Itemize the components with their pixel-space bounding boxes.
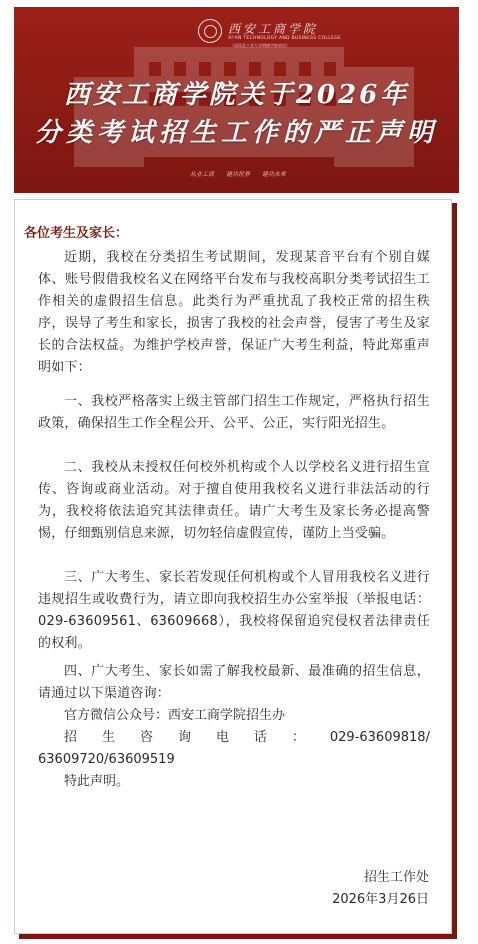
school-name-sub: （原西北工业大学明德学院转设） — [230, 43, 290, 48]
school-name-en: XI'AN TECHNOLOGY AND BUSINESS COLLEGE — [228, 36, 342, 41]
header-banner — [14, 7, 459, 193]
paragraph-item-2: 二、我校从未授权任何校外机构或个人以学校名义进行招生宣传、咨询或商业活动。对于擅自使用我校名义进行非法活动的行为，我校将依法追究其法律责任。请广大考生及家长务必提高警惕，仔细甄别信息来源，切勿轻信虚假宣传，谨防上当受骗。 — [38, 460, 430, 541]
paragraph-item-3: 三、广大考生、家长若发现任何机构或个人冒用我校名义进行违规招生或收费行为，请立即向我校招生办公室举报（举报电话：029-63609561、63609668），我校将保留追究侵权者法律责任的权利。 — [38, 570, 430, 651]
phone-label-char-6: 话 — [253, 730, 267, 745]
closing-statement: 特此声明。 — [64, 774, 130, 789]
paragraph-intro: 近期，我校在分类招生考试期间，发现某音平台有个别自媒体、账号假借我校名义在网络平台发布与我校高职分类考试招生工作相关的虚假招生信息。此类行为严重扰乱了我校正常的招生秩序，误导了考生和家长，损害了我校的社会声誉，侵害了考生及家长的合法权益。为维护学校声誉，保证广大考生利益，特此郑重声明如下： — [38, 250, 430, 375]
issuing-office: 招生工作处 — [363, 870, 429, 885]
slogan-2: 建功世界 — [225, 171, 250, 178]
slogan-1: 从业工商 — [190, 171, 215, 178]
phone-number-rest: 63609720/63609519 — [38, 752, 175, 767]
phone-label-colon: ： — [291, 730, 305, 745]
phone-label-char-1: 招 — [64, 730, 78, 745]
phone-label-char-3: 咨 — [139, 730, 153, 745]
phone-label-char-4: 询 — [177, 730, 191, 745]
slogan-row — [190, 169, 296, 178]
paragraph-item-4: 四、广大考生、家长如需了解我校最新、最准确的招生信息，请通过以下渠道咨询： — [38, 664, 430, 701]
banner-title-line2: 分类考试招生工作的严正声明 — [34, 118, 438, 148]
phone-line — [64, 727, 430, 749]
wechat-account: 官方微信公众号：西安工商学院招生办 — [64, 708, 286, 723]
phone-number-first: 029-63609818/ — [329, 730, 430, 745]
phone-label-char-2: 生 — [101, 730, 115, 745]
issue-date: 2026年3月26日 — [332, 892, 429, 907]
phone-label-char-5: 电 — [215, 730, 229, 745]
slogan-3: 建功未来 — [261, 171, 286, 178]
banner-title-line1: 西安工商学院关于2026年 — [63, 80, 410, 110]
greeting: 各位考生及家长： — [24, 226, 129, 241]
school-name-cn: 西安工商学院 — [228, 22, 319, 36]
paragraph-item-1: 一、我校严格落实上级主管部门招生工作规定，严格执行招生政策，确保招生工作全程公开、公平、公正，实行阳光招生。 — [38, 394, 430, 431]
school-seal-icon — [198, 19, 222, 43]
